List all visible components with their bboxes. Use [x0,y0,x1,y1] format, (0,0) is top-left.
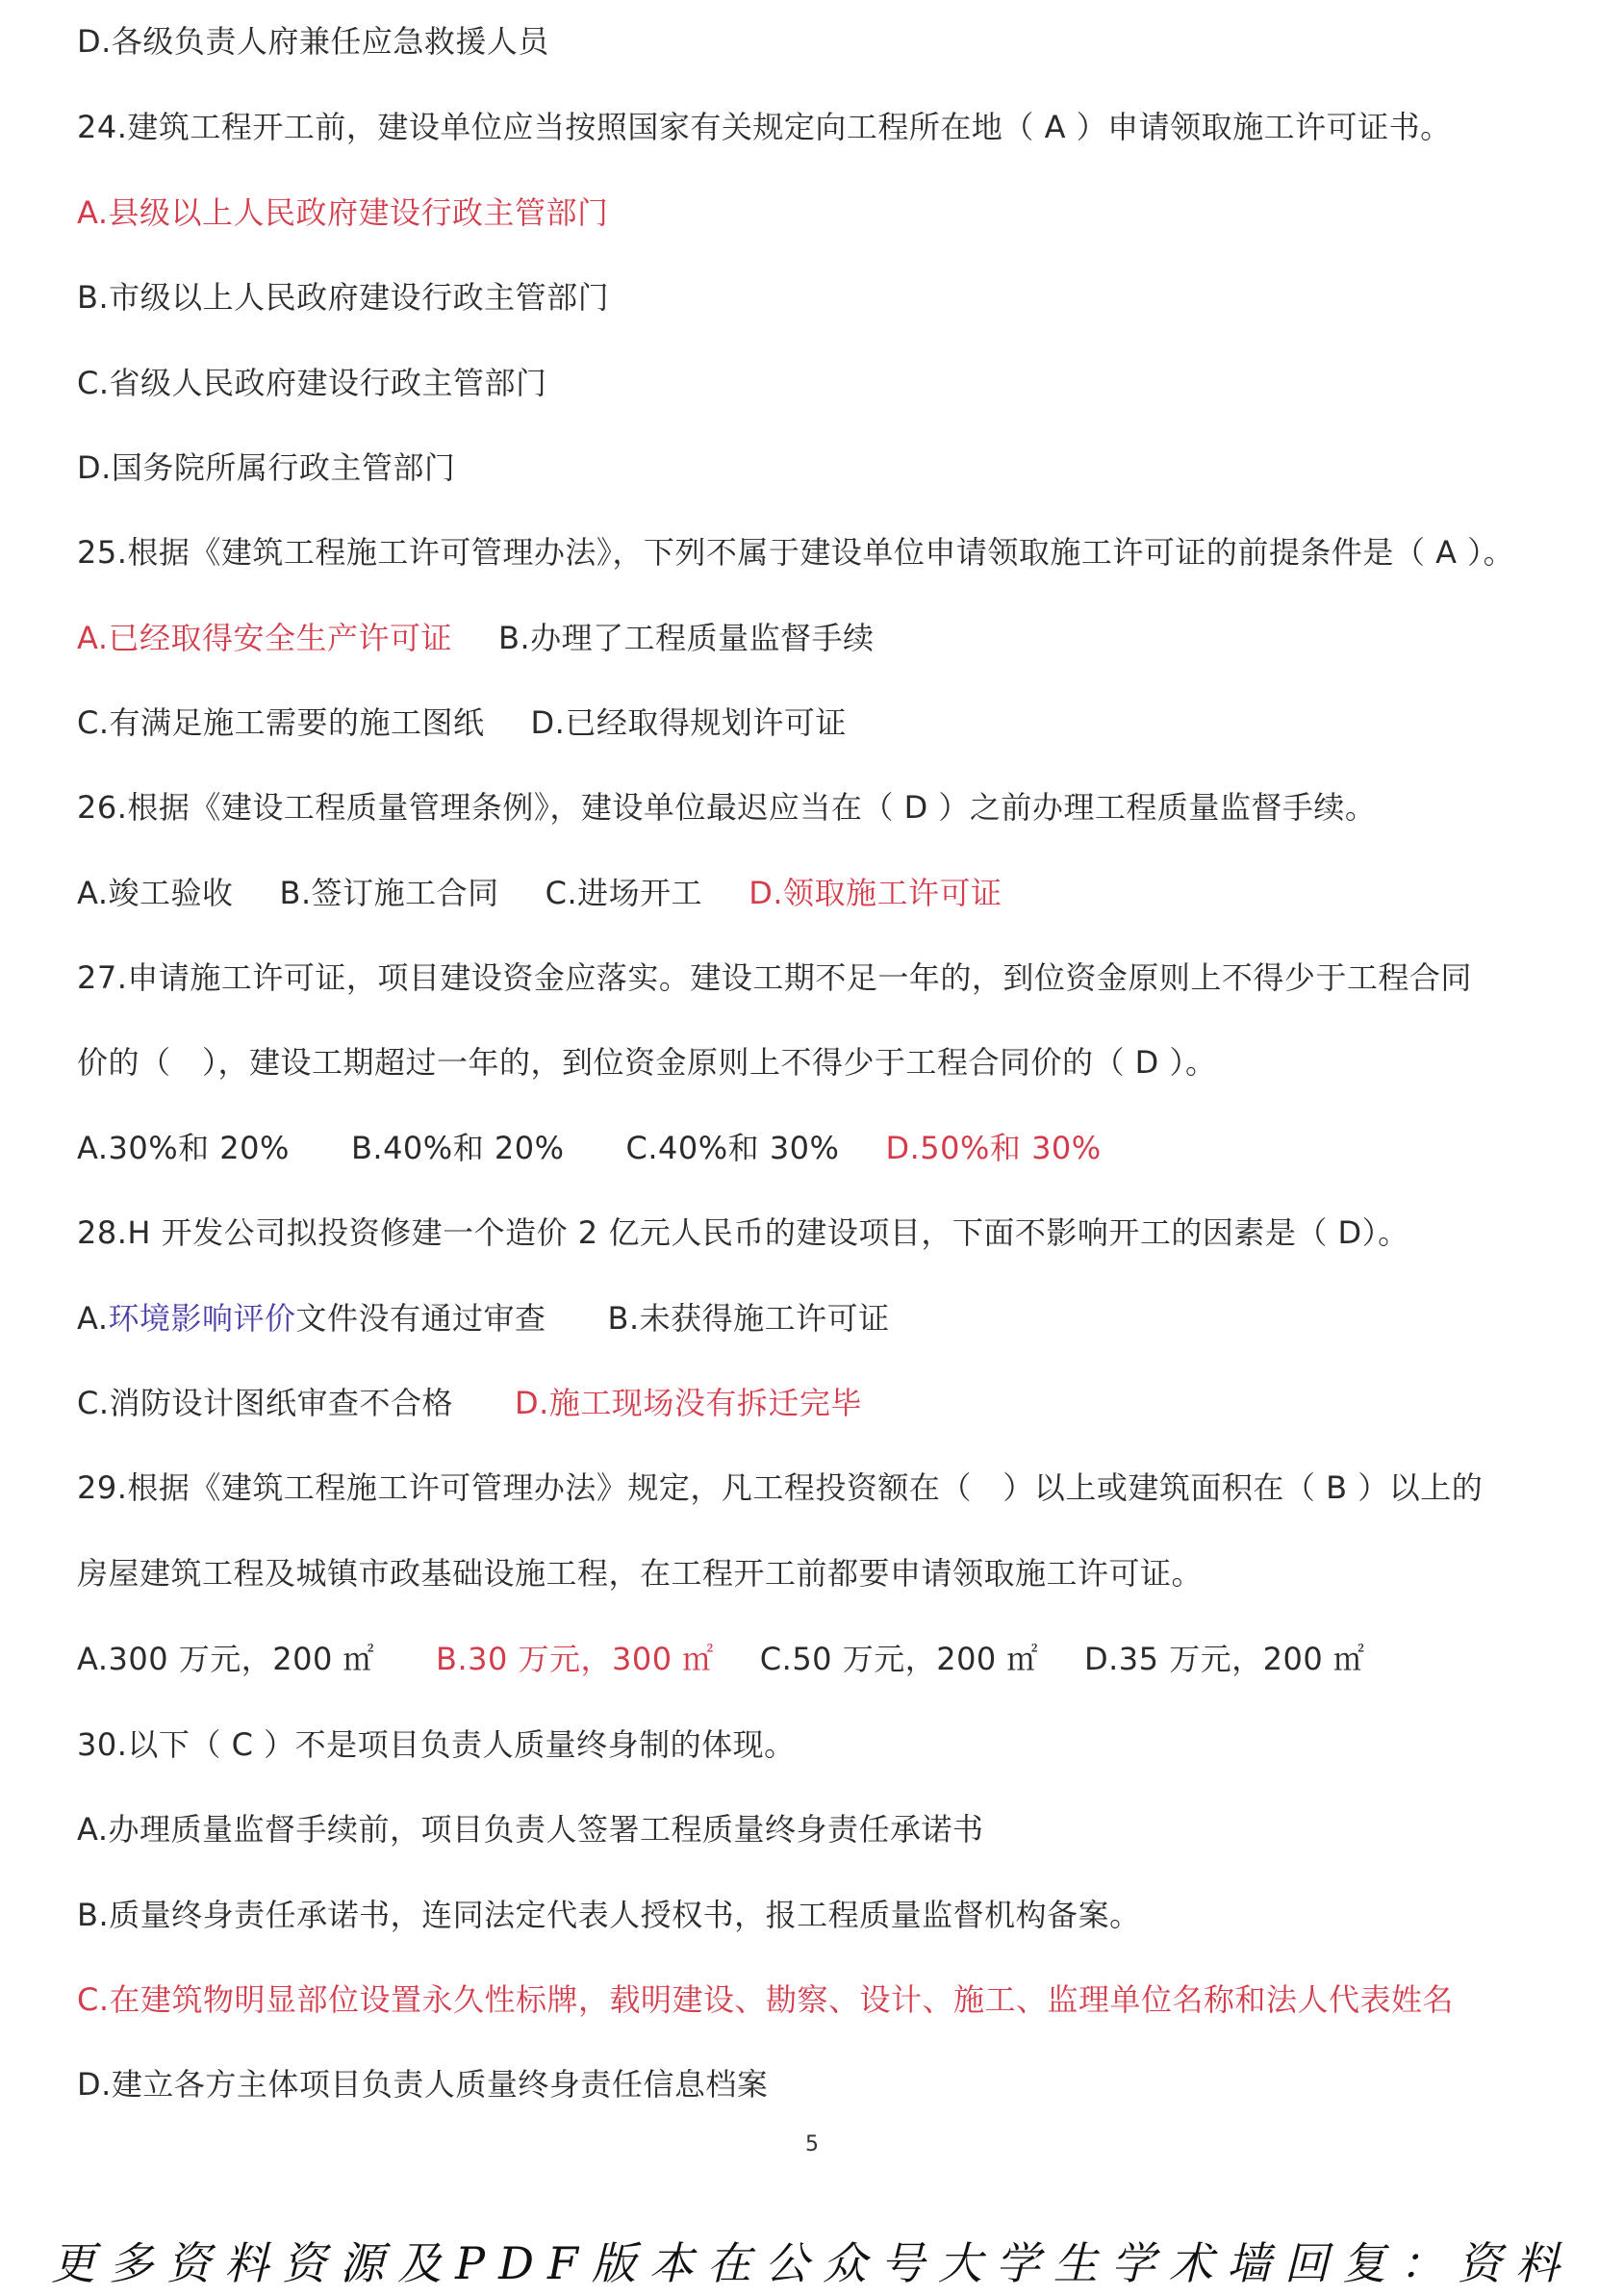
q30-option-b: B.质量终身责任承诺书，连同法定代表人授权书，报工程质量监督机构备案。 [77,1897,1141,1933]
page-number: 5 [805,2132,819,2156]
q25-stem: 25.根据《建筑工程施工许可管理办法》，下列不属于建设单位申请领取施工许可证的前提条件是（ A ）。 [77,534,1515,571]
q24-option-d: D.国务院所属行政主管部门 [77,449,456,486]
q27-stem-line1: 27.申请施工许可证，项目建设资金应落实。建设工期不足一年的，到位资金原则上不得少于工程合同 [77,959,1472,996]
q26-option-a: A.竣工验收 [77,875,234,911]
q29-stem-line1: 29.根据《建筑工程施工许可管理办法》规定，凡工程投资额在（ ）以上或建筑面积在（ B ）以上的 [77,1469,1484,1506]
q23-option-d: D.各级负责人府兼任应急救援人员 [77,23,549,60]
q30-option-c-correct: C.在建筑物明显部位设置永久性标牌，载明建设、勘察、设计、施工、监理单位名称和法人代表姓名 [77,1981,1455,2018]
q24-option-c: C.省级人民政府建设行政主管部门 [77,365,547,401]
q24-option-a-correct: A.县级以上人民政府建设行政主管部门 [77,194,609,231]
q26-option-c: C.进场开工 [545,875,703,911]
q29-option-b-correct: B.30 万元，300 ㎡ [436,1641,714,1677]
q27-options [77,1124,1102,1172]
q24-option-b: B.市级以上人民政府建设行政主管部门 [77,279,610,316]
q30-option-d: D.建立各方主体项目负责人质量终身责任信息档案 [77,2066,769,2103]
q25-option-c: C.有满足施工需要的施工图纸 [77,704,485,741]
q30-option-a: A.办理质量监督手续前，项目负责人签署工程质量终身责任承诺书 [77,1811,984,1848]
q25-options-cd [77,699,847,747]
q27-option-c: C.40%和 30% [625,1130,840,1166]
q27-stem-line2: 价的（ ），建设工期超过一年的，到位资金原则上不得少于工程合同价的（ D ）。 [77,1044,1217,1081]
q25-option-d: D.已经取得规划许可证 [530,704,847,741]
q26-options [77,869,1002,917]
q28-option-a-link[interactable]: 环境影响评价 [108,1300,296,1337]
q25-options-ab [77,614,875,662]
q29-option-c: C.50 万元，200 ㎡ [759,1641,1038,1677]
q28-option-d-correct: D.施工现场没有拆迁完毕 [515,1385,862,1421]
q29-options [77,1635,1364,1683]
q29-option-a: A.300 万元，200 ㎡ [77,1641,375,1677]
q28-options-cd [77,1379,862,1427]
q25-option-a-correct: A.已经取得安全生产许可证 [77,620,453,656]
q28-option-a [77,1294,546,1342]
q26-stem: 26.根据《建设工程质量管理条例》，建设单位最迟应当在（ D ）之前办理工程质量监督手续。 [77,789,1377,826]
q28-option-a-suffix: 文件没有通过审查 [295,1300,546,1337]
q29-stem-line2: 房屋建筑工程及城镇市政基础设施工程，在工程开工前都要申请领取施工许可证。 [77,1555,1204,1592]
footer-notice: 更多资料资源及PDF版本在公众号大学生学术墙回复：资料 [51,2237,1573,2289]
q29-option-d: D.35 万元，200 ㎡ [1083,1641,1365,1677]
q26-option-b: B.签订施工合同 [279,875,499,911]
q30-stem: 30.以下（ C ）不是项目负责人质量终身制的体现。 [77,1726,796,1763]
q28-option-c: C.消防设计图纸审查不合格 [77,1385,454,1421]
q27-option-d-correct: D.50%和 30% [885,1130,1102,1166]
q26-option-d-correct: D.领取施工许可证 [749,875,1002,911]
q28-stem: 28.H 开发公司拟投资修建一个造价 2 亿元人民币的建设项目，下面不影响开工的因素是（ D）。 [77,1214,1409,1251]
q27-option-b: B.40%和 20% [350,1130,565,1166]
q28-options-ab [77,1294,890,1342]
q28-option-a-prefix: A. [77,1300,109,1337]
q24-stem: 24.建筑工程开工前，建设单位应当按照国家有关规定向工程所在地（ A ）申请领取施工许可证书。 [77,109,1452,145]
q25-option-b: B.办理了工程质量监督手续 [498,620,875,656]
q28-option-b: B.未获得施工许可证 [607,1300,890,1337]
q27-option-a: A.30%和 20% [77,1130,290,1166]
